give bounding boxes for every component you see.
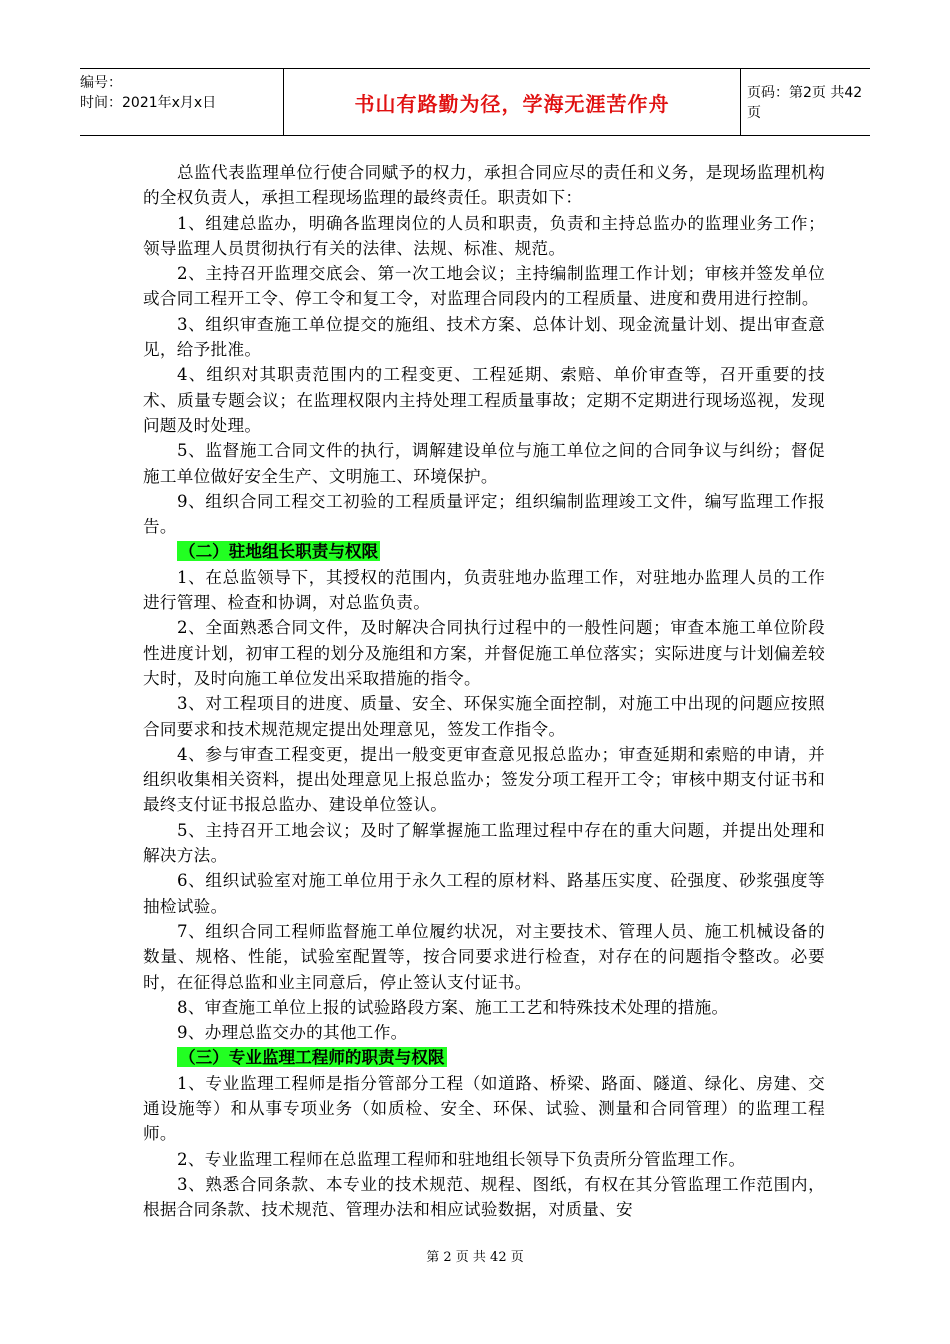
- header-motto-cell: [283, 69, 741, 135]
- paragraph: 4、参与审查工程变更，提出一般变更审查意见报总监办；审查延期和索赔的申请，并组织收集相关资料，提出处理意见上报总监办；签发分项工程开工令；审核中期支付证书和最终支付证书报总监办、建设单位签认。: [143, 744, 825, 815]
- section-heading-text: （三）专业监理工程师的职责与权限: [179, 1047, 445, 1068]
- paragraph: 3、对工程项目的进度、质量、安全、环保实施全面控制，对施工中出现的问题应按照合同要求和技术规范规定提出处理意见，签发工作指令。: [143, 694, 825, 739]
- paragraph: 1、组建总监办，明确各监理岗位的人员和职责，负责和主持总监办的监理业务工作；领导监理人员贯彻执行有关的法律、法规、标准、规范。: [143, 213, 825, 258]
- motto-text: 书山有路勤为径，学海无涯苦作舟: [354, 91, 670, 116]
- paragraph: 9、组织合同工程交工初验的工程质量评定；组织编制监理竣工文件，编写监理工作报告。: [143, 491, 825, 537]
- paragraph: 7、组织合同工程师监督施工单位履约状况，对主要技术、管理人员、施工机械设备的数量、规格、性能，试验室配置等，按合同要求进行检查，对存在的问题指令整改。必要时，在征得总监和业主同意后，停止签认支付证书。: [143, 921, 825, 992]
- paragraph: 2、全面熟悉合同文件，及时解决合同执行过程中的一般性问题；审查本施工单位阶段性进度计划，初审工程的划分及施组和方案，并督促施工单位落实；实际进度与计划偏差较大时，及时向施工单位发出采取措施的指令。: [143, 618, 825, 688]
- paragraph: 8、审查施工单位上报的试验路段方案、施工工艺和特殊技术处理的措施。: [177, 997, 729, 1017]
- paragraph: 总监代表监理单位行使合同赋予的权力，承担合同应尽的责任和义务，是现场监理机构的全权负责人，承担工程现场监理的最终责任。职责如下：: [143, 163, 825, 208]
- paragraph: 2、专业监理工程师在总监理工程师和驻地组长领导下负责所分管监理工作。: [177, 1149, 746, 1169]
- paragraph: 1、在总监领导下，其授权的范围内，负责驻地办监理工作，对驻地办监理人员的工作进行管理、检查和协调，对总监负责。: [143, 567, 825, 613]
- paragraph: 5、主持召开工地会议；及时了解掌握施工监理过程中存在的重大问题，并提出处理和解决方法。: [143, 820, 825, 866]
- time-label: 时间：2021年x月x日: [80, 95, 217, 111]
- header-page-cell: [739, 69, 870, 135]
- section-heading-text: （二）驻地组长职责与权限: [179, 541, 379, 562]
- section-heading: [177, 1045, 825, 1070]
- paragraph: 9、办理总监交办的其他工作。: [177, 1023, 408, 1043]
- paragraph: 2、主持召开监理交底会、第一次工地会议；主持编制监理工作计划；审核并签发单位或合同工程开工令、停工令和复工令，对监理合同段内的工程质量、进度和费用进行控制。: [143, 264, 825, 309]
- paragraph: 4、组织对其职责范围内的工程变更、工程延期、索赔、单价审查等，召开重要的技术、质量专题会议；在监理权限内主持处理工程质量事故；定期不定期进行现场巡视，发现问题及时处理。: [143, 365, 825, 435]
- paragraph: 3、组织审查施工单位提交的施组、技术方案、总体计划、现金流量计划、提出审查意见，给予批准。: [143, 314, 825, 360]
- page-footer: 第 2 页 共 42 页: [426, 1250, 524, 1265]
- header-info: [80, 69, 283, 139]
- paragraph: 5、监督施工合同文件的执行，调解建设单位与施工单位之间的合同争议与纠纷；督促施工单位做好安全生产、文明施工、环境保护。: [143, 441, 825, 486]
- page-header: [80, 68, 870, 136]
- number-label: 编号：: [80, 75, 122, 91]
- paragraph: 3、熟悉合同条款、本专业的技术规范、规程、图纸，有权在其分管监理工作范围内，根据合同条款、技术规范、管理办法和相应试验数据，对质量、安: [143, 1174, 825, 1220]
- section-heading: [177, 539, 825, 564]
- paragraph: 1、专业监理工程师是指分管部分工程（如道路、桥梁、路面、隧道、绿化、房建、交通设施等）和从事专项业务（如质检、安全、环保、试验、测量和合同管理）的监理工程师。: [143, 1073, 825, 1144]
- document-body: [143, 160, 825, 1222]
- page-label: 页码：第2页 共42页: [747, 85, 863, 121]
- paragraph: 6、组织试验室对施工单位用于永久工程的原材料、路基压实度、砼强度、砂浆强度等抽检试验。: [143, 871, 825, 916]
